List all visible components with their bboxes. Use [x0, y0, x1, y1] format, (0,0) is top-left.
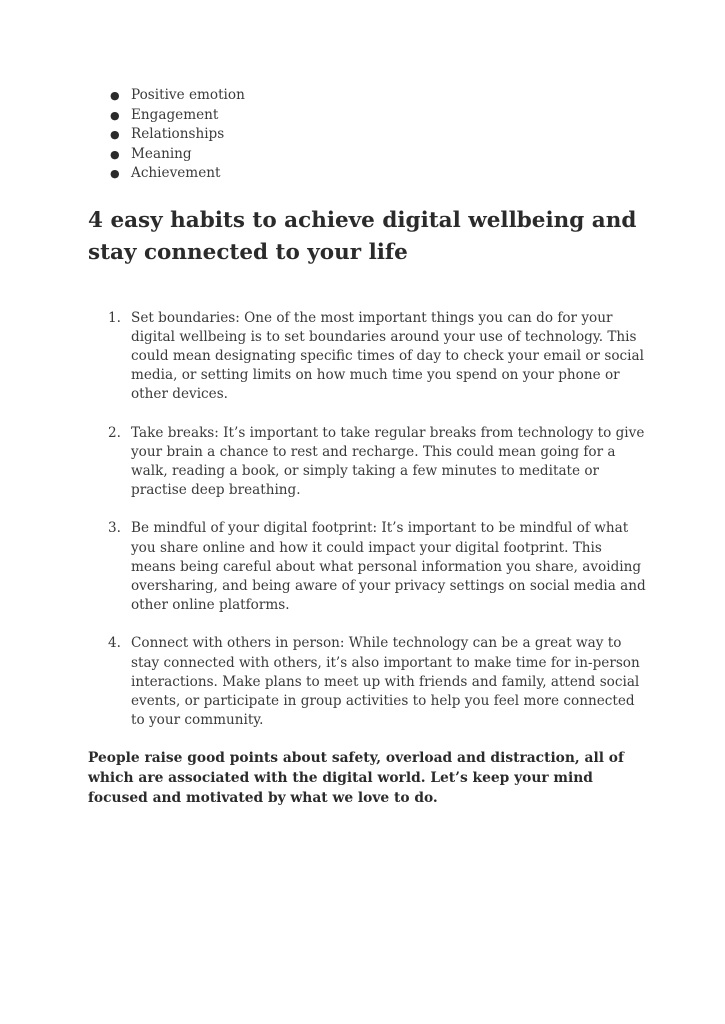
- bullet-marker: ●: [110, 89, 120, 102]
- habit-item: [88, 309, 648, 405]
- perma-bullet-list: [88, 86, 648, 184]
- habit-number: 4.: [108, 635, 121, 652]
- bullet-text: Meaning: [131, 145, 192, 162]
- habit-number: 1.: [108, 309, 121, 326]
- bullet-item: [88, 125, 648, 145]
- habit-text: Set boundaries: One of the most important things you can do for your digital wellbeing is to set boundaries around your use of technology. This could mean designating specific times of day to check your email or social media, or setting limits on how much time you spend on your phone or other devices.: [131, 309, 644, 403]
- bullet-text: Achievement: [131, 165, 221, 181]
- bullet-item: [88, 145, 648, 165]
- bullet-text: Engagement: [131, 106, 219, 123]
- closing-paragraph: People raise good points about safety, overload and distraction, all of which are associated with the digital world. Let’s keep your mind focused and motivated by what we love to do.: [88, 750, 624, 806]
- habit-number: 3.: [108, 520, 121, 537]
- habit-text: Connect with others in person: While technology can be a great way to stay connected with others, it’s also important to make time for in-person interactions. Make plans to meet up with friends and family, attend social events, or participate in group activities to help you feel more connected to your community.: [131, 635, 640, 729]
- bullet-text: Positive emotion: [131, 87, 245, 103]
- habit-item: [88, 424, 648, 501]
- bullet-item: [88, 86, 648, 106]
- section-heading: 4 easy habits to achieve digital wellbeing and stay connected to your life: [88, 207, 637, 265]
- bullet-marker: ●: [110, 147, 120, 161]
- bullet-marker: ●: [110, 108, 120, 122]
- document-body: [88, 86, 648, 809]
- bullet-item: [88, 106, 648, 126]
- habit-item: [88, 634, 648, 730]
- habit-number: 2.: [108, 424, 121, 441]
- habit-text: Take breaks: It’s important to take regular breaks from technology to give your brain a chance to rest and recharge. This could mean going for a walk, reading a book, or simply taking a few minutes to meditate or practise deep breathing.: [131, 424, 645, 499]
- bullet-marker: ●: [110, 128, 120, 141]
- bullet-item: [88, 164, 648, 184]
- habits-numbered-list: [88, 309, 648, 731]
- habit-item: [88, 519, 648, 615]
- bullet-text: Relationships: [131, 126, 225, 142]
- habit-text: Be mindful of your digital footprint: It’s important to be mindful of what you share online and how it could impact your digital footprint. This means being careful about what personal information you share, avoiding oversharing, and being aware of your privacy settings on social media and other online platforms.: [131, 520, 646, 614]
- bullet-marker: ●: [110, 167, 120, 180]
